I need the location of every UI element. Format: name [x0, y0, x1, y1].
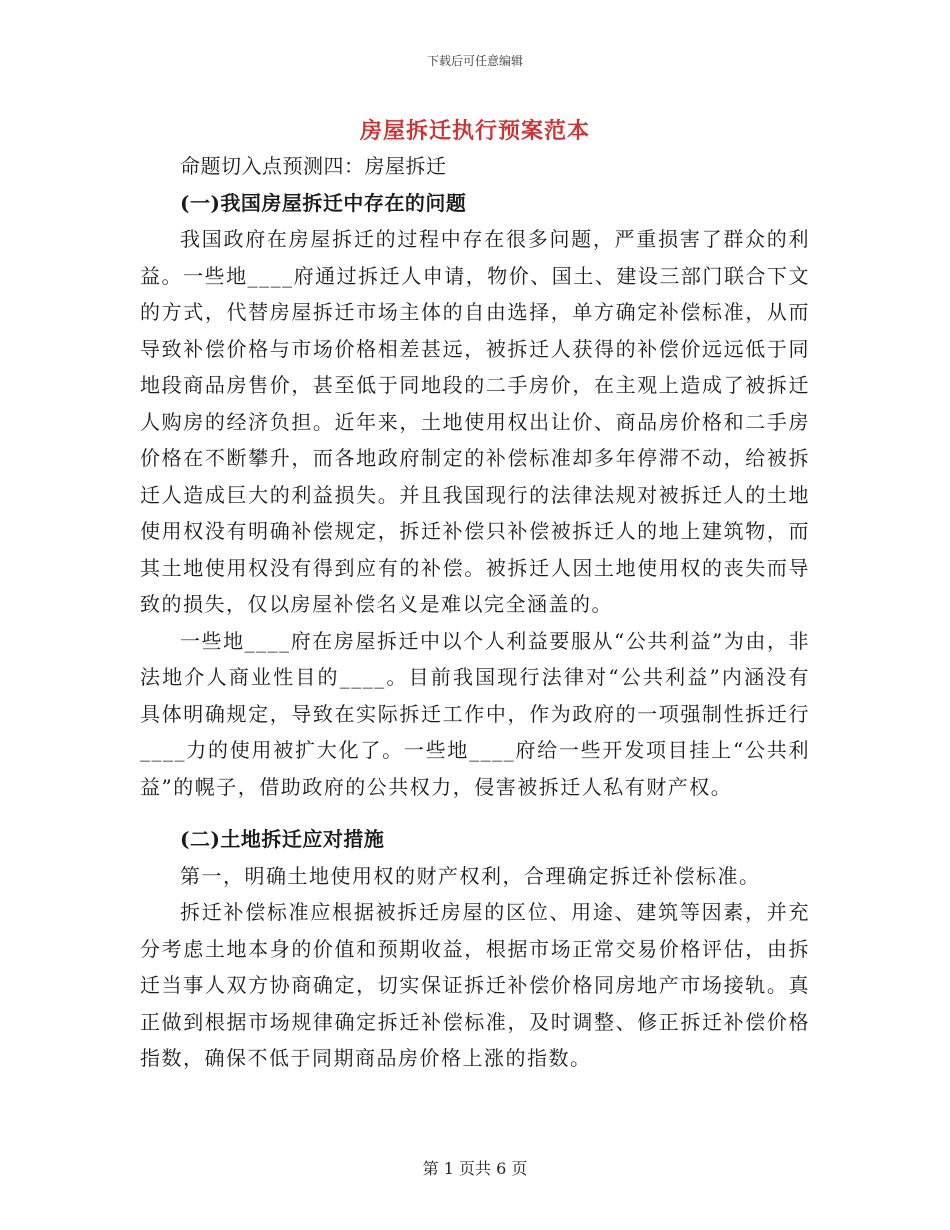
section-2-heading: (二)土地拆迁应对措施: [180, 827, 385, 851]
section-2-paragraph-1: 第一，明确土地使用权的财产权利，合理确定拆迁补偿标准。: [180, 863, 761, 888]
document-title: 房屋拆迁执行预案范本: [359, 118, 590, 144]
section-1-paragraph-2: 一些地____府在房屋拆迁中以个人利益要服从“公共利益”为由，非法地介人商业性目的____。目前我国现行法律对“公共利益”内涵没有具体明确规定，导致在实际拆迁工作中，作为政府的一项强制性拆迁行____力的使用被扩大化了。一些地____府给一些开发项目挂上“公共利益”的幌子，借助政府的公共权力，侵害被拆迁人私有财产权。: [140, 628, 810, 799]
intro-line: 命题切入点预测四：房屋拆迁: [180, 154, 447, 178]
section-2-paragraph-2: 拆迁补偿标准应根据被拆迁房屋的区位、用途、建筑等因素，并充分考虑土地本身的价值和预期收益，根据市场正常交易价格评估，由拆迁当事人双方协商确定，切实保证拆迁补偿价格同房地产市场接轨。真正做到根据市场规律确定拆迁补偿标准，及时调整、修正拆迁补偿价格指数，确保不低于同期商品房价格上涨的指数。: [140, 900, 810, 1070]
page-footer: 第 1 页共 6 页: [422, 1159, 528, 1178]
page-header: 下载后可任意编辑: [426, 54, 523, 68]
section-1-paragraph-1: 我国政府在房屋拆迁的过程中存在很多问题，严重损害了群众的利益。一些地____府通过拆迁人申请，物价、国土、建设三部门联合下文的方式，代替房屋拆迁市场主体的自由选择，单方确定补偿标准，从而导致补偿价格与市场价格相差甚远，被拆迁人获得的补偿价远远低于同地段商品房售价，甚至低于同地段的二手房价，在主观上造成了被拆迁人购房的经济负担。近年来，土地使用权出让价、商品房价格和二手房价格在不断攀升，而各地政府制定的补偿标准却多年停滞不动，给被拆迁人造成巨大的利益损失。并且我国现行的法律法规对被拆迁人的土地使用权没有明确补偿规定，拆迁补偿只补偿被拆迁人的地上建筑物，而其土地使用权没有得到应有的补偿。被拆迁人因土地使用权的丧失而导致的损失，仅以房屋补偿名义是难以完全涵盖的。: [140, 227, 810, 616]
document-body: [140, 148, 810, 1077]
section-1-heading: (一)我国房屋拆迁中存在的问题: [180, 190, 467, 215]
